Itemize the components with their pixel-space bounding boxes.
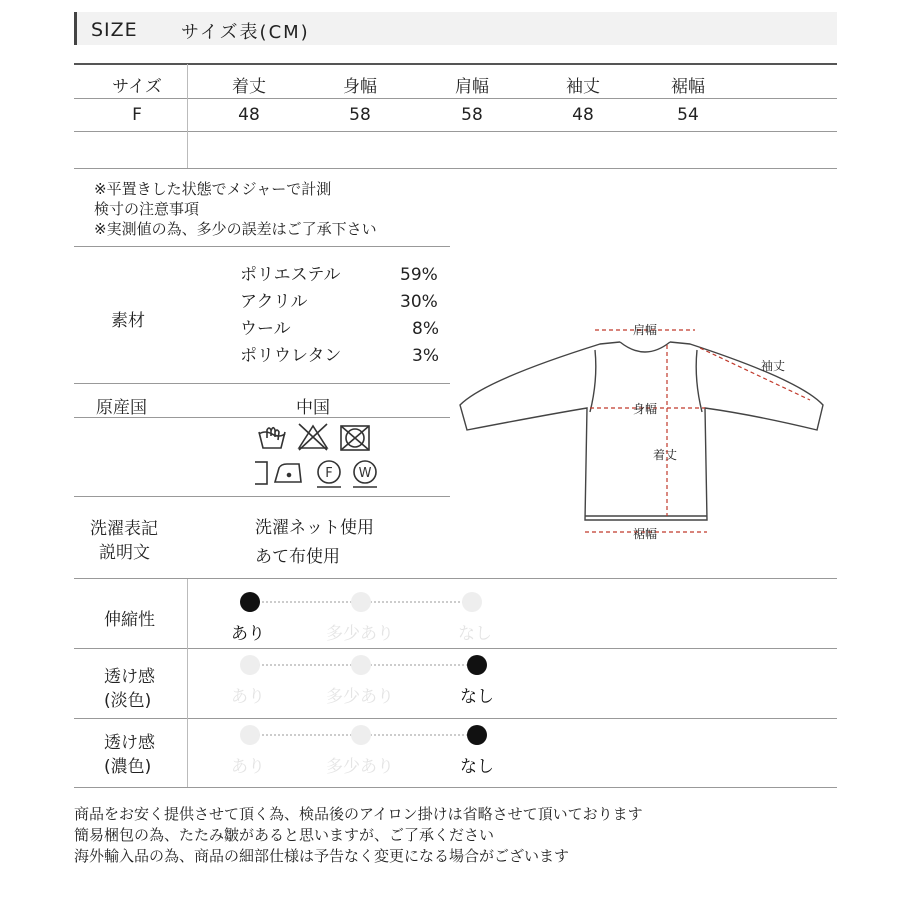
table-row-divider <box>74 98 837 99</box>
scale-row-divider <box>74 648 837 649</box>
note-measurement: ※平置きした状態でメジャーで計測 <box>94 180 332 198</box>
table-header-shoulder: 肩幅 <box>455 77 489 97</box>
iron-low-icon <box>275 464 301 482</box>
origin-bottom-rule <box>74 417 450 418</box>
dry-clean-letter: F <box>325 466 333 481</box>
material-pct-3: 8% <box>412 319 439 339</box>
scale-option-label: 多少あり <box>326 624 394 644</box>
do-not-bleach-icon <box>299 424 327 450</box>
scale-label-sheer-light: 透け感 <box>104 667 155 687</box>
table-header-sleeve: 袖丈 <box>566 77 600 97</box>
hand-wash-icon <box>259 428 285 448</box>
scale-sublabel-light: (淡色) <box>104 691 152 711</box>
origin-label: 原産国 <box>96 398 147 418</box>
note-heading: 検寸の注意事項 <box>94 200 200 218</box>
scale-dot <box>351 592 371 612</box>
material-name-3: ウール <box>240 319 291 339</box>
scale-sublabel-dark: (濃色) <box>104 757 152 777</box>
table-cell-size: F <box>132 105 142 125</box>
scale-dot <box>240 655 260 675</box>
diagram-label-shoulder: 肩幅 <box>632 323 658 337</box>
material-name-1: ポリエステル <box>240 265 341 285</box>
size-header-bar <box>74 12 837 45</box>
table-row-divider <box>74 131 837 132</box>
table-top-rule <box>74 63 837 65</box>
scale-row-divider <box>74 718 837 719</box>
scale-dot-selected <box>467 725 487 745</box>
note-tolerance: ※実測値の為、多少の誤差はご了承下さい <box>94 220 377 238</box>
scale-dot-selected <box>467 655 487 675</box>
scale-option-label: なし <box>460 687 494 707</box>
diagram-label-sleeve: 袖丈 <box>760 359 786 373</box>
material-top-rule <box>74 246 450 247</box>
table-header-body-width: 身幅 <box>343 77 377 97</box>
scale-dot <box>240 725 260 745</box>
table-header-length: 着丈 <box>232 77 266 97</box>
scale-dot <box>462 592 482 612</box>
scales-bottom-rule <box>74 787 837 788</box>
table-cell-shoulder: 58 <box>461 105 483 125</box>
table-cell-body-width: 58 <box>349 105 371 125</box>
laundry-top-rule <box>74 496 450 497</box>
wet-clean-letter: W <box>358 466 372 481</box>
table-cell-sleeve: 48 <box>572 105 594 125</box>
line-dry-shade-icon <box>255 462 267 484</box>
diagram-label-hem: 裾幅 <box>632 527 658 541</box>
laundry-note-2: あて布使用 <box>255 547 340 567</box>
material-pct-1: 59% <box>400 265 438 285</box>
laundry-note-1: 洗濯ネット使用 <box>255 518 374 538</box>
scale-label-stretch: 伸縮性 <box>104 610 155 630</box>
scale-label-sheer-dark: 透け感 <box>104 733 155 753</box>
table-cell-length: 48 <box>238 105 260 125</box>
material-label: 素材 <box>111 311 145 331</box>
laundry-label-line1: 洗濯表記 <box>90 519 158 539</box>
scales-top-rule <box>74 578 837 579</box>
material-name-2: アクリル <box>240 292 308 312</box>
scales-column-divider <box>187 579 188 787</box>
footer-note-3: 海外輸入品の為、商品の細部仕様は予告なく変更になる場合がございます <box>74 847 570 865</box>
table-header-hem: 裾幅 <box>671 77 705 97</box>
scale-option-label: なし <box>460 757 494 777</box>
footer-notes <box>74 804 643 867</box>
footer-note-1: 商品をお安く提供させて頂く為、検品後のアイロン掛けは省略させて頂いております <box>74 805 643 823</box>
care-symbols <box>255 422 385 492</box>
size-label: SIZE <box>91 19 138 41</box>
dry-clean-f-icon <box>317 461 341 487</box>
scale-dot <box>351 655 371 675</box>
material-pct-2: 30% <box>400 292 438 312</box>
origin-value: 中国 <box>296 398 330 418</box>
laundry-label-line2: 説明文 <box>99 543 150 563</box>
table-header-size: サイズ <box>112 77 162 97</box>
diagram-label-body-width: 身幅 <box>632 402 658 416</box>
scale-dot-selected <box>240 592 260 612</box>
table-cell-hem: 54 <box>677 105 699 125</box>
diagram-label-length: 着丈 <box>652 448 678 462</box>
table-bottom-rule <box>74 168 837 169</box>
scale-option-label: あり <box>231 757 265 777</box>
material-name-4: ポリウレタン <box>240 346 342 366</box>
scale-option-label: あり <box>231 687 265 707</box>
wet-clean-w-icon <box>353 461 377 487</box>
scale-option-label: 多少あり <box>326 687 394 707</box>
size-chart-title: サイズ表(CM) <box>181 22 310 43</box>
footer-note-2: 簡易梱包の為、たたみ皺があると思いますが、ご了承ください <box>74 826 495 844</box>
garment-diagram <box>455 320 835 550</box>
scale-option-label: 多少あり <box>326 757 394 777</box>
origin-top-rule <box>74 383 450 384</box>
material-pct-4: 3% <box>412 346 439 366</box>
table-column-divider <box>187 64 188 168</box>
scale-option-label: あり <box>231 624 265 644</box>
do-not-tumble-dry-icon <box>341 426 369 450</box>
scale-option-label: なし <box>458 624 492 644</box>
scale-dot <box>351 725 371 745</box>
